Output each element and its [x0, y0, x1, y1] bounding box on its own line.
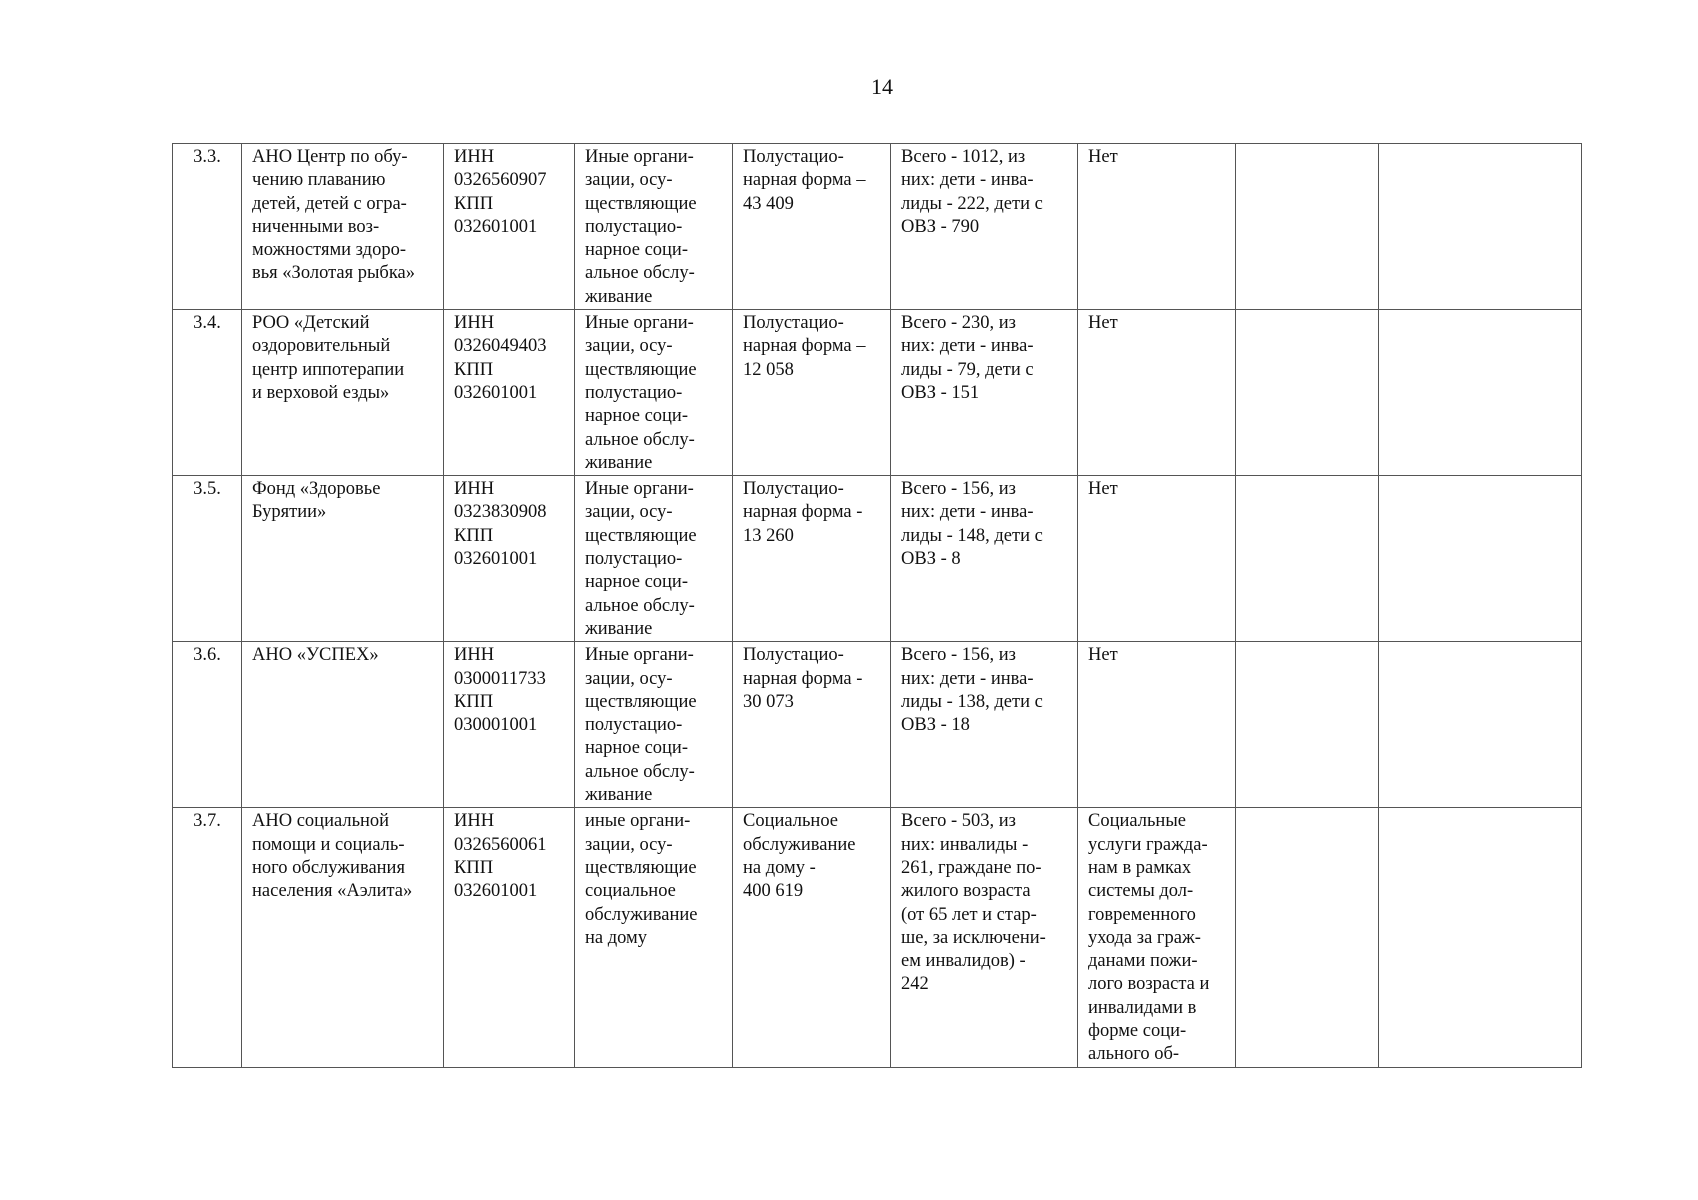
- empty-cell: [1379, 310, 1582, 476]
- organization-name: АНО социальной помощи и социаль- ного обслуживания населения «Аэлита»: [242, 808, 444, 1067]
- empty-cell: [1379, 642, 1582, 808]
- empty-cell: [1236, 808, 1379, 1067]
- additional-services: Нет: [1078, 642, 1236, 808]
- empty-cell: [1379, 808, 1582, 1067]
- service-form: Социальное обслуживание на дому - 400 619: [733, 808, 891, 1067]
- row-number: 3.6.: [173, 642, 242, 808]
- row-number: 3.3.: [173, 144, 242, 310]
- empty-cell: [1236, 476, 1379, 642]
- organization-name: АНО Центр по обу- чению плаванию детей, детей с огра- ниченными воз- можностями здоро- вья «Золотая рыбка»: [242, 144, 444, 310]
- recipients-count: Всего - 156, из них: дети - инва- лиды - 138, дети с ОВЗ - 18: [891, 642, 1078, 808]
- additional-services: Нет: [1078, 310, 1236, 476]
- inn-kpp: ИНН 0323830908 КПП 032601001: [444, 476, 575, 642]
- row-number: 3.5.: [173, 476, 242, 642]
- organization-type: Иные органи- зации, осу- ществляющие полустацио- нарное соци- альное обслу- живание: [575, 476, 733, 642]
- table-row: [173, 642, 1582, 808]
- additional-services: Нет: [1078, 144, 1236, 310]
- table-row: [173, 144, 1582, 310]
- page-number: 14: [871, 74, 893, 99]
- service-form: Полустацио- нарная форма - 13 260: [733, 476, 891, 642]
- service-form: Полустацио- нарная форма – 43 409: [733, 144, 891, 310]
- empty-cell: [1379, 476, 1582, 642]
- table-row: [173, 808, 1582, 1067]
- inn-kpp: ИНН 0300011733 КПП 030001001: [444, 642, 575, 808]
- table-row: [173, 476, 1582, 642]
- organization-type: Иные органи- зации, осу- ществляющие полустацио- нарное соци- альное обслу- живание: [575, 310, 733, 476]
- row-number: 3.7.: [173, 808, 242, 1067]
- inn-kpp: ИНН 0326560907 КПП 032601001: [444, 144, 575, 310]
- organization-type: Иные органи- зации, осу- ществляющие полустацио- нарное соци- альное обслу- живание: [575, 144, 733, 310]
- organization-type: иные органи- зации, осу- ществляющие социальное обслуживание на дому: [575, 808, 733, 1067]
- empty-cell: [1236, 642, 1379, 808]
- inn-kpp: ИНН 0326560061 КПП 032601001: [444, 808, 575, 1067]
- inn-kpp: ИНН 0326049403 КПП 032601001: [444, 310, 575, 476]
- row-number: 3.4.: [173, 310, 242, 476]
- table-row: [173, 310, 1582, 476]
- organization-type: Иные органи- зации, осу- ществляющие полустацио- нарное соци- альное обслу- живание: [575, 642, 733, 808]
- recipients-count: Всего - 230, из них: дети - инва- лиды - 79, дети с ОВЗ - 151: [891, 310, 1078, 476]
- organization-name: Фонд «Здоровье Бурятии»: [242, 476, 444, 642]
- providers-table: [172, 143, 1582, 1068]
- empty-cell: [1379, 144, 1582, 310]
- empty-cell: [1236, 310, 1379, 476]
- recipients-count: Всего - 1012, из них: дети - инва- лиды - 222, дети с ОВЗ - 790: [891, 144, 1078, 310]
- organization-name: АНО «УСПЕХ»: [242, 642, 444, 808]
- organization-name: РОО «Детский оздоровительный центр иппотерапии и верховой езды»: [242, 310, 444, 476]
- service-form: Полустацио- нарная форма – 12 058: [733, 310, 891, 476]
- recipients-count: Всего - 503, из них: инвалиды - 261, граждане по- жилого возраста (от 65 лет и стар- ше, за исключени- ем инвалидов) - 242: [891, 808, 1078, 1067]
- service-form: Полустацио- нарная форма - 30 073: [733, 642, 891, 808]
- recipients-count: Всего - 156, из них: дети - инва- лиды - 148, дети с ОВЗ - 8: [891, 476, 1078, 642]
- empty-cell: [1236, 144, 1379, 310]
- additional-services: Социальные услуги гражда- нам в рамках системы дол- говременного ухода за граж- данами пожи- лого возраста и инвалидами в форме соци- ального об-: [1078, 808, 1236, 1067]
- additional-services: Нет: [1078, 476, 1236, 642]
